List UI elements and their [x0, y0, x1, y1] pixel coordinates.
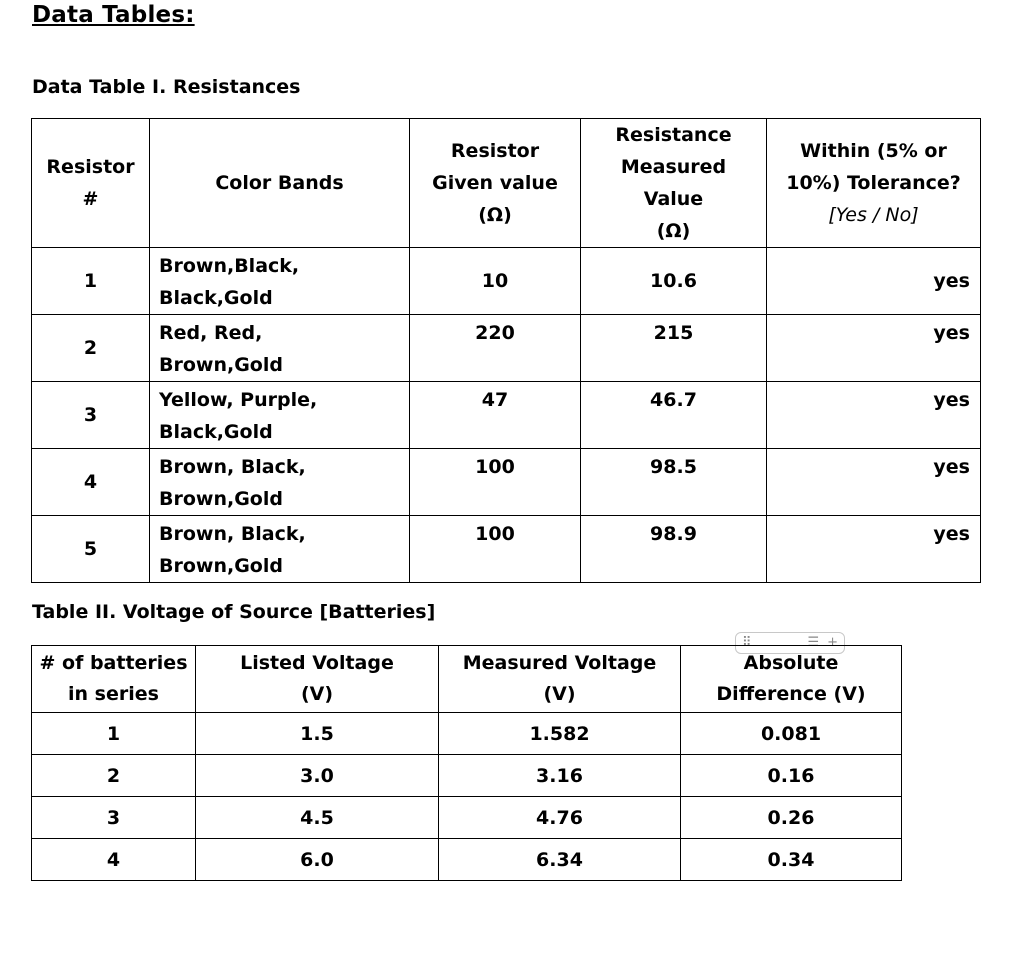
measured-voltage: 1.582 — [439, 713, 681, 755]
measured-value: 98.9 — [581, 516, 767, 583]
table-header-row — [32, 119, 981, 248]
battery-count: 3 — [32, 797, 196, 839]
table-header-row — [32, 646, 902, 713]
absolute-difference: 0.34 — [681, 839, 902, 881]
resistor-number: 3 — [32, 382, 150, 449]
battery-count: 4 — [32, 839, 196, 881]
absolute-difference: 0.081 — [681, 713, 902, 755]
absolute-difference-header: Absolute Difference (V) — [681, 646, 902, 713]
listed-voltage-header: Listed Voltage (V) — [196, 646, 439, 713]
filter-icon[interactable]: ☰ — [807, 635, 820, 650]
color-bands: Red, Red, Brown,Gold — [150, 315, 410, 382]
table-2-caption: Table II. Voltage of Source [Batteries] — [32, 601, 436, 623]
given-value: 100 — [410, 516, 581, 583]
table-row — [32, 516, 981, 583]
table-row — [32, 713, 902, 755]
given-value-header: Resistor Given value (Ω) — [410, 119, 581, 248]
color-bands: Brown, Black, Brown,Gold — [150, 449, 410, 516]
measured-voltage: 6.34 — [439, 839, 681, 881]
given-value: 100 — [410, 449, 581, 516]
page-title: Data Tables: — [32, 2, 195, 28]
voltage-table — [31, 645, 902, 881]
resistor-number: 1 — [32, 248, 150, 315]
tolerance-value: yes — [767, 449, 981, 516]
table-row — [32, 315, 981, 382]
resistor-number-header: Resistor # — [32, 119, 150, 248]
table-row — [32, 797, 902, 839]
batteries-header: # of batteries in series — [32, 646, 196, 713]
table-row — [32, 755, 902, 797]
table-row — [32, 248, 981, 315]
resistor-number: 4 — [32, 449, 150, 516]
tolerance-value: yes — [767, 516, 981, 583]
listed-voltage: 3.0 — [196, 755, 439, 797]
listed-voltage: 6.0 — [196, 839, 439, 881]
tolerance-header: Within (5% or 10%) Tolerance? [Yes / No] — [767, 119, 981, 248]
table-1-caption: Data Table I. Resistances — [32, 76, 301, 98]
measured-value: 98.5 — [581, 449, 767, 516]
absolute-difference: 0.26 — [681, 797, 902, 839]
given-value: 10 — [410, 248, 581, 315]
resistance-table — [31, 118, 981, 583]
measured-voltage: 3.16 — [439, 755, 681, 797]
battery-count: 2 — [32, 755, 196, 797]
measured-voltage-header: Measured Voltage (V) — [439, 646, 681, 713]
add-icon[interactable]: + — [827, 635, 838, 650]
color-bands: Brown, Black, Brown,Gold — [150, 516, 410, 583]
listed-voltage: 1.5 — [196, 713, 439, 755]
absolute-difference: 0.16 — [681, 755, 902, 797]
given-value: 47 — [410, 382, 581, 449]
color-bands: Brown,Black, Black,Gold — [150, 248, 410, 315]
drag-handle-icon[interactable]: ⠿ — [742, 635, 752, 650]
table-row — [32, 839, 902, 881]
tolerance-value: yes — [767, 248, 981, 315]
measured-value: 215 — [581, 315, 767, 382]
measured-value-header: Resistance Measured Value (Ω) — [581, 119, 767, 248]
tolerance-value: yes — [767, 382, 981, 449]
color-bands-header: Color Bands — [150, 119, 410, 248]
listed-voltage: 4.5 — [196, 797, 439, 839]
tolerance-value: yes — [767, 315, 981, 382]
resistor-number: 5 — [32, 516, 150, 583]
resistor-number: 2 — [32, 315, 150, 382]
given-value: 220 — [410, 315, 581, 382]
measured-value: 10.6 — [581, 248, 767, 315]
battery-count: 1 — [32, 713, 196, 755]
color-bands: Yellow, Purple, Black,Gold — [150, 382, 410, 449]
table-row — [32, 449, 981, 516]
table-row — [32, 382, 981, 449]
measured-value: 46.7 — [581, 382, 767, 449]
measured-voltage: 4.76 — [439, 797, 681, 839]
